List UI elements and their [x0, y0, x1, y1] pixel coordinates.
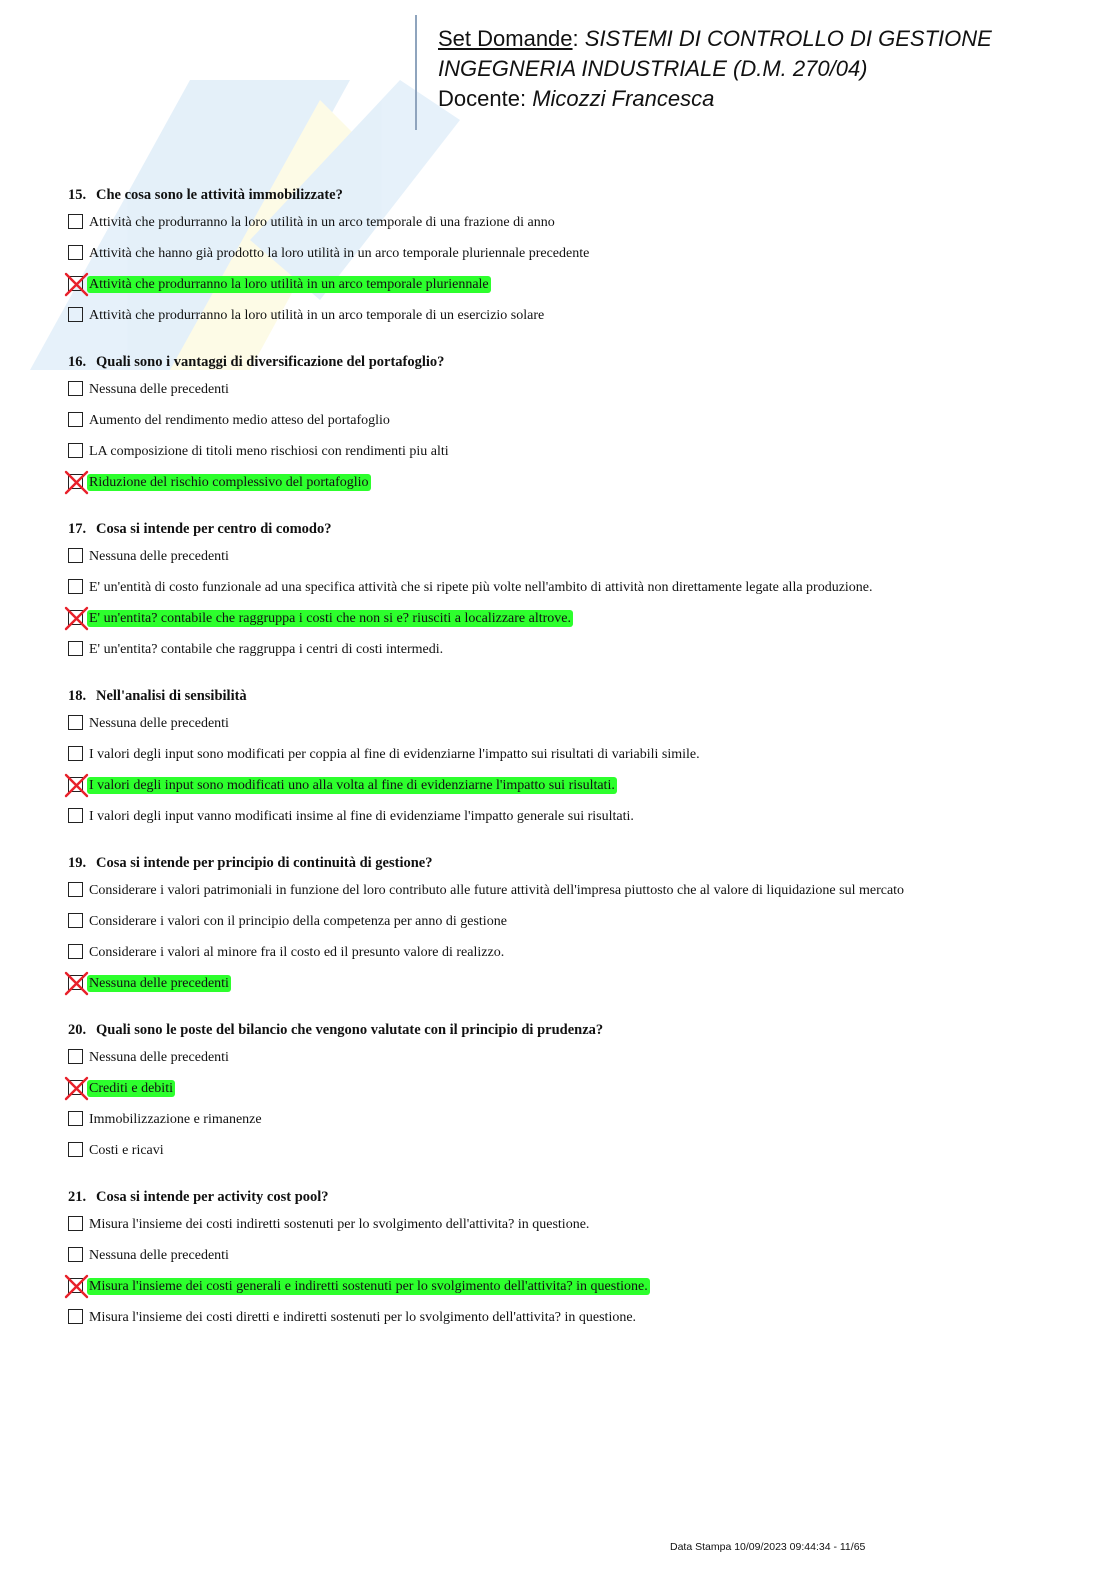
- answer-text: E' un'entita? contabile che raggruppa i centri di costi intermedi.: [89, 642, 444, 657]
- checkbox[interactable]: [68, 579, 83, 594]
- answer-option[interactable]: [68, 913, 1068, 944]
- checkbox[interactable]: [68, 307, 83, 322]
- answer-option[interactable]: [68, 641, 1068, 672]
- answer-option[interactable]: [68, 307, 1068, 338]
- answer-text: Nessuna delle precedenti: [89, 1050, 229, 1065]
- red-cross-icon: [64, 1274, 89, 1299]
- question-title: [68, 186, 1068, 204]
- question-number: 18.: [68, 688, 87, 704]
- question-number: 21.: [68, 1189, 87, 1205]
- answer-text: Nessuna delle precedenti: [89, 716, 229, 731]
- checkbox[interactable]: [68, 245, 83, 260]
- checkbox[interactable]: [68, 412, 83, 427]
- degree-title: INGEGNERIA INDUSTRIALE (D.M. 270/04): [438, 56, 868, 81]
- question-block: [68, 520, 1068, 672]
- answer-option-correct[interactable]: [68, 474, 1068, 505]
- answer-text: I valori degli input vanno modificati insime al fine di evidenziame l'impatto generale sui risultati.: [89, 809, 634, 824]
- question-text: Cosa si intende per principio di continuità di gestione?: [96, 855, 433, 871]
- docente-name: Micozzi Francesca: [532, 86, 715, 111]
- question-number: 16.: [68, 354, 87, 370]
- answer-text: Nessuna delle precedenti: [89, 976, 229, 991]
- answer-option[interactable]: [68, 579, 1068, 610]
- document-header: [438, 24, 992, 114]
- checkbox[interactable]: [68, 882, 83, 897]
- answer-option[interactable]: [68, 443, 1068, 474]
- question-text: Quali sono le poste del bilancio che vengono valutate con il principio di prudenza?: [96, 1022, 604, 1038]
- red-cross-icon: [64, 470, 89, 495]
- header-docente-line: [438, 84, 992, 114]
- red-cross-icon: [64, 272, 89, 297]
- header-divider: [415, 15, 417, 130]
- answer-option[interactable]: [68, 381, 1068, 412]
- course-title: SISTEMI DI CONTROLLO DI GESTIONE: [584, 26, 992, 51]
- checkbox[interactable]: [68, 1247, 83, 1262]
- answer-option[interactable]: [68, 412, 1068, 443]
- docente-label: Docente:: [438, 86, 527, 111]
- checkbox[interactable]: [68, 913, 83, 928]
- checkbox[interactable]: [68, 746, 83, 761]
- checkbox-checked[interactable]: [68, 1278, 83, 1293]
- answer-option[interactable]: [68, 746, 1068, 777]
- question-title: [68, 854, 1068, 872]
- answer-option[interactable]: [68, 548, 1068, 579]
- checkbox[interactable]: [68, 715, 83, 730]
- answer-option[interactable]: [68, 1049, 1068, 1080]
- answer-text: Attività che produrranno la loro utilità in un arco temporale di una frazione di anno: [89, 215, 555, 230]
- question-block: [68, 1021, 1068, 1173]
- question-title: [68, 687, 1068, 705]
- question-text: Che cosa sono le attività immobilizzate?: [96, 187, 343, 203]
- answer-text: I valori degli input sono modificati per coppia al fine di evidenziarne l'impatto sui risultati di variabili simile.: [89, 747, 700, 762]
- answer-text: Costi e ricavi: [89, 1143, 164, 1158]
- answer-text: E' un'entità di costo funzionale ad una specifica attività che si ripete più volte nell'ambito di attività non direttamente legate alla produzione.: [89, 580, 873, 595]
- answer-text: E' un'entita? contabile che raggruppa i costi che non si e? riusciti a localizzare altrove.: [89, 611, 572, 626]
- answer-text: I valori degli input sono modificati uno alla volta al fine di evidenziarne l'impatto sui risultati.: [89, 778, 615, 793]
- question-text: Quali sono i vantaggi di diversificazione del portafoglio?: [96, 354, 445, 370]
- answer-option-correct[interactable]: [68, 777, 1068, 808]
- question-block: [68, 353, 1068, 505]
- answer-option-correct[interactable]: [68, 1278, 1068, 1309]
- checkbox[interactable]: [68, 1142, 83, 1157]
- answer-text: Aumento del rendimento medio atteso del portafoglio: [89, 413, 390, 428]
- question-text: Cosa si intende per centro di comodo?: [96, 521, 332, 537]
- checkbox[interactable]: [68, 808, 83, 823]
- answer-text: Nessuna delle precedenti: [89, 382, 229, 397]
- answer-text: Considerare i valori al minore fra il costo ed il presunto valore di realizzo.: [89, 945, 505, 960]
- answer-option[interactable]: [68, 1142, 1068, 1173]
- checkbox-checked[interactable]: [68, 610, 83, 625]
- question-title: [68, 1188, 1068, 1206]
- question-number: 19.: [68, 855, 87, 871]
- checkbox[interactable]: [68, 1049, 83, 1064]
- question-block: [68, 1188, 1068, 1340]
- checkbox-checked[interactable]: [68, 276, 83, 291]
- header-colon: :: [572, 26, 585, 51]
- answer-text: Nessuna delle precedenti: [89, 1248, 229, 1263]
- answer-text: Immobilizzazione e rimanenze: [89, 1112, 262, 1127]
- answer-text: Attività che produrranno la loro utilità in un arco temporale di un esercizio solare: [89, 308, 545, 323]
- question-list: [68, 186, 1068, 1355]
- answer-text: Attività che hanno già prodotto la loro utilità in un arco temporale pluriennale precedente: [89, 246, 590, 261]
- red-cross-icon: [64, 1076, 89, 1101]
- question-number: 15.: [68, 187, 87, 203]
- checkbox[interactable]: [68, 1111, 83, 1126]
- answer-option[interactable]: [68, 944, 1068, 975]
- checkbox-checked[interactable]: [68, 777, 83, 792]
- answer-text: Attività che produrranno la loro utilità in un arco temporale pluriennale: [89, 277, 489, 292]
- checkbox[interactable]: [68, 1216, 83, 1231]
- checkbox[interactable]: [68, 1309, 83, 1324]
- answer-text: Misura l'insieme dei costi generali e indiretti sostenuti per lo svolgimento dell'attivita? in questione.: [89, 1279, 648, 1294]
- print-footer: Data Stampa 10/09/2023 09:44:34 - 11/65: [670, 1541, 866, 1553]
- red-cross-icon: [64, 606, 89, 631]
- answer-option[interactable]: [68, 808, 1068, 839]
- answer-option-correct[interactable]: [68, 276, 1068, 307]
- checkbox[interactable]: [68, 641, 83, 656]
- red-cross-icon: [64, 971, 89, 996]
- answer-option[interactable]: [68, 882, 1068, 913]
- question-number: 17.: [68, 521, 87, 537]
- answer-option-correct[interactable]: [68, 610, 1068, 641]
- answer-option[interactable]: [68, 1216, 1068, 1247]
- red-cross-icon: [64, 773, 89, 798]
- checkbox-checked[interactable]: [68, 1080, 83, 1095]
- checkbox[interactable]: [68, 944, 83, 959]
- answer-text: Nessuna delle precedenti: [89, 549, 229, 564]
- question-title: [68, 353, 1068, 371]
- question-block: [68, 186, 1068, 338]
- answer-option[interactable]: [68, 245, 1068, 276]
- answer-text: Misura l'insieme dei costi diretti e indiretti sostenuti per lo svolgimento dell'attivita? in questione.: [89, 1310, 637, 1325]
- checkbox-checked[interactable]: [68, 474, 83, 489]
- question-block: [68, 854, 1068, 1006]
- question-text: Cosa si intende per activity cost pool?: [96, 1189, 329, 1205]
- header-course-line: [438, 24, 992, 54]
- answer-text: Crediti e debiti: [89, 1081, 173, 1096]
- answer-text: Riduzione del rischio complessivo del portafoglio: [89, 475, 369, 490]
- question-title: [68, 1021, 1068, 1039]
- answer-text: Considerare i valori con il principio della competenza per anno di gestione: [89, 914, 507, 929]
- answer-option[interactable]: [68, 1111, 1068, 1142]
- answer-option[interactable]: [68, 715, 1068, 746]
- question-title: [68, 520, 1068, 538]
- answer-text: LA composizione di titoli meno rischiosi con rendimenti piu alti: [89, 444, 449, 459]
- answer-text: Considerare i valori patrimoniali in funzione del loro contributo alle future attività dell'impresa piuttosto che al valore di liquidazione sul mercato: [89, 883, 905, 898]
- question-text: Nell'analisi di sensibilità: [96, 688, 247, 704]
- question-number: 20.: [68, 1022, 87, 1038]
- question-block: [68, 687, 1068, 839]
- answer-option[interactable]: [68, 1247, 1068, 1278]
- answer-option[interactable]: [68, 1309, 1068, 1340]
- set-domande-label: Set Domande: [438, 26, 573, 51]
- answer-option-correct[interactable]: [68, 975, 1068, 1006]
- answer-option-correct[interactable]: [68, 1080, 1068, 1111]
- checkbox[interactable]: [68, 548, 83, 563]
- checkbox[interactable]: [68, 214, 83, 229]
- checkbox[interactable]: [68, 443, 83, 458]
- answer-option[interactable]: [68, 214, 1068, 245]
- checkbox-checked[interactable]: [68, 975, 83, 990]
- answer-text: Misura l'insieme dei costi indiretti sostenuti per lo svolgimento dell'attivita? in questione.: [89, 1217, 590, 1232]
- checkbox[interactable]: [68, 381, 83, 396]
